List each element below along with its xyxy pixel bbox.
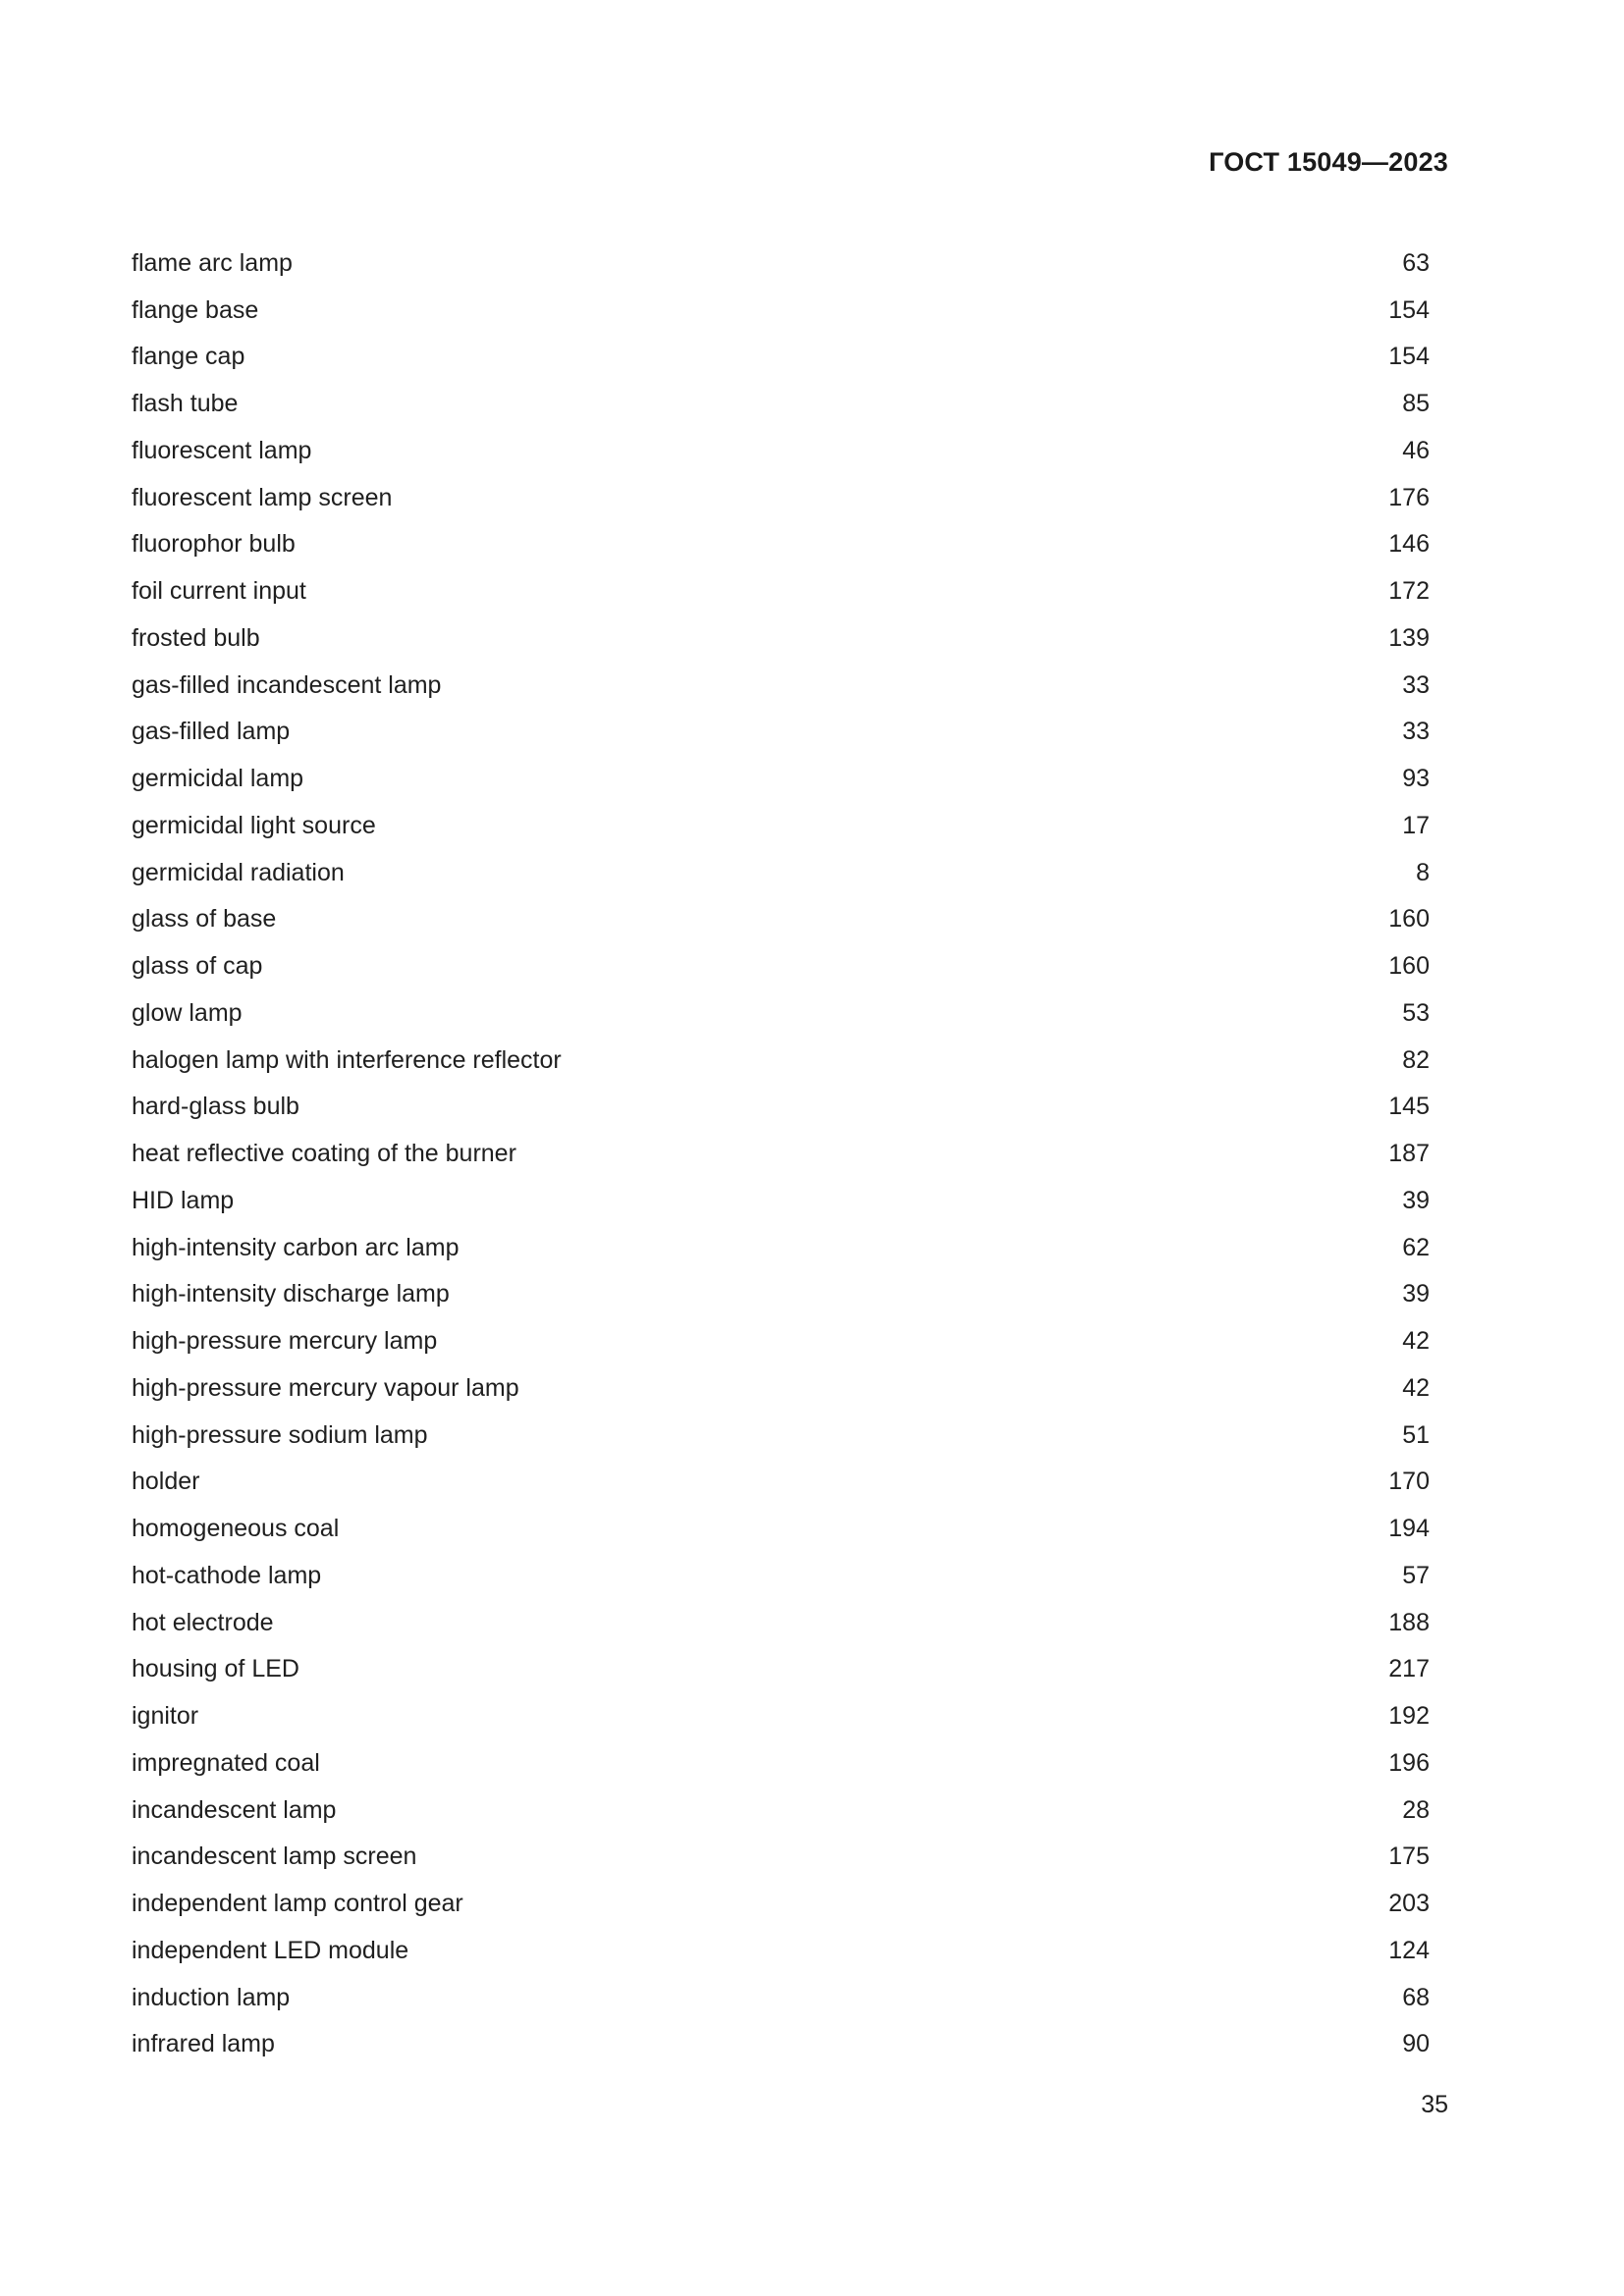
index-term: glow lamp (132, 998, 243, 1027)
index-reference-number: 62 (1402, 1233, 1430, 1261)
index-entry (132, 1084, 1430, 1131)
index-term: ignitor (132, 1702, 199, 1731)
index-reference-number: 8 (1416, 858, 1430, 886)
index-term: halogen lamp with interference reflector (132, 1045, 562, 1074)
index-reference-number: 160 (1388, 952, 1430, 981)
index-entry (132, 1130, 1430, 1177)
index-entry (132, 1317, 1430, 1364)
index-entry (132, 1505, 1430, 1552)
index-reference-number: 85 (1402, 390, 1430, 418)
index-entry (132, 1739, 1430, 1787)
index-entry (132, 1364, 1430, 1412)
index-term: fluorophor bulb (132, 530, 296, 559)
index-entry (132, 1224, 1430, 1271)
index-term: HID lamp (132, 1186, 235, 1214)
index-term: germicidal light source (132, 811, 376, 839)
page-number: 35 (1421, 2091, 1448, 2118)
index-reference-number: 93 (1402, 765, 1430, 793)
index-entry (132, 380, 1430, 427)
index-reference-number: 39 (1402, 1280, 1430, 1308)
index-reference-number: 196 (1388, 1748, 1430, 1777)
index-reference-number: 124 (1388, 1936, 1430, 1964)
index-entry (132, 240, 1430, 287)
index-entry (132, 1552, 1430, 1599)
index-term: frosted bulb (132, 623, 260, 652)
index-entry (132, 802, 1430, 849)
index-entry (132, 1787, 1430, 1834)
index-term: germicidal radiation (132, 858, 345, 886)
index-entry (132, 1646, 1430, 1693)
index-reference-number: 192 (1388, 1702, 1430, 1731)
index-reference-number: 39 (1402, 1186, 1430, 1214)
index-entry (132, 1927, 1430, 1974)
index-reference-number: 187 (1388, 1140, 1430, 1168)
index-term: gas-filled lamp (132, 718, 291, 746)
index-entry (132, 1599, 1430, 1646)
index-reference-number: 53 (1402, 998, 1430, 1027)
index-entry (132, 1177, 1430, 1224)
index-reference-number: 217 (1388, 1655, 1430, 1683)
index-term: independent LED module (132, 1936, 409, 1964)
index-term: impregnated coal (132, 1748, 320, 1777)
index-entry (132, 614, 1430, 662)
index-term: germicidal lamp (132, 765, 304, 793)
index-term: foil current input (132, 577, 306, 606)
index-term: homogeneous coal (132, 1515, 340, 1543)
index-reference-number: 139 (1388, 623, 1430, 652)
index-term: incandescent lamp (132, 1795, 337, 1824)
index-term: flange cap (132, 343, 245, 371)
index-reference-number: 175 (1388, 1842, 1430, 1871)
index-term: hard-glass bulb (132, 1093, 299, 1121)
index-reference-number: 154 (1388, 343, 1430, 371)
index-term: high-pressure mercury vapour lamp (132, 1373, 519, 1402)
index-term: flange base (132, 295, 259, 324)
index-entry (132, 709, 1430, 756)
index-reference-number: 176 (1388, 483, 1430, 511)
index-reference-number: 145 (1388, 1093, 1430, 1121)
index-entry (132, 1271, 1430, 1318)
index-reference-number: 194 (1388, 1515, 1430, 1543)
index-term: infrared lamp (132, 2030, 275, 2058)
index-reference-number: 46 (1402, 436, 1430, 464)
index-reference-number: 33 (1402, 670, 1430, 699)
index-term: fluorescent lamp screen (132, 483, 393, 511)
index-reference-number: 160 (1388, 905, 1430, 934)
index-reference-number: 17 (1402, 811, 1430, 839)
index-entry (132, 1880, 1430, 1927)
index-reference-number: 154 (1388, 295, 1430, 324)
index-reference-number: 28 (1402, 1795, 1430, 1824)
index-entry (132, 427, 1430, 474)
index-entry (132, 1037, 1430, 1084)
index-term: holder (132, 1468, 200, 1496)
index-entry (132, 662, 1430, 709)
alphabetical-index (132, 240, 1430, 2067)
index-reference-number: 42 (1402, 1327, 1430, 1356)
index-entry (132, 1459, 1430, 1506)
index-reference-number: 82 (1402, 1045, 1430, 1074)
index-term: hot-cathode lamp (132, 1561, 322, 1589)
index-entry (132, 1974, 1430, 2021)
index-term: hot electrode (132, 1608, 274, 1636)
index-term: high-intensity discharge lamp (132, 1280, 450, 1308)
index-reference-number: 51 (1402, 1420, 1430, 1449)
index-reference-number: 172 (1388, 577, 1430, 606)
index-term: glass of base (132, 905, 277, 934)
index-entry (132, 334, 1430, 381)
index-entry (132, 1412, 1430, 1459)
index-entry (132, 849, 1430, 896)
index-entry (132, 755, 1430, 802)
index-term: flame arc lamp (132, 248, 293, 277)
index-reference-number: 146 (1388, 530, 1430, 559)
index-term: induction lamp (132, 1983, 291, 2011)
index-term: heat reflective coating of the burner (132, 1140, 516, 1168)
index-entry (132, 896, 1430, 943)
index-reference-number: 63 (1402, 248, 1430, 277)
index-entry (132, 567, 1430, 614)
index-reference-number: 68 (1402, 1983, 1430, 2011)
index-reference-number: 57 (1402, 1561, 1430, 1589)
index-term: high-pressure mercury lamp (132, 1327, 438, 1356)
index-reference-number: 203 (1388, 1890, 1430, 1918)
index-term: incandescent lamp screen (132, 1842, 417, 1871)
index-reference-number: 33 (1402, 718, 1430, 746)
index-term: high-pressure sodium lamp (132, 1420, 428, 1449)
index-term: gas-filled incandescent lamp (132, 670, 442, 699)
index-entry (132, 1692, 1430, 1739)
index-term: fluorescent lamp (132, 436, 312, 464)
index-entry (132, 1834, 1430, 1881)
index-reference-number: 90 (1402, 2030, 1430, 2058)
index-term: glass of cap (132, 952, 263, 981)
index-entry (132, 474, 1430, 521)
index-reference-number: 42 (1402, 1373, 1430, 1402)
index-term: independent lamp control gear (132, 1890, 463, 1918)
index-reference-number: 170 (1388, 1468, 1430, 1496)
index-entry (132, 2021, 1430, 2068)
index-entry (132, 287, 1430, 334)
index-reference-number: 188 (1388, 1608, 1430, 1636)
index-entry (132, 942, 1430, 989)
index-term: flash tube (132, 390, 239, 418)
standard-header: ГОСТ 15049—2023 (1209, 147, 1448, 177)
index-entry (132, 521, 1430, 568)
index-term: high-intensity carbon arc lamp (132, 1233, 460, 1261)
index-entry (132, 989, 1430, 1037)
index-term: housing of LED (132, 1655, 299, 1683)
